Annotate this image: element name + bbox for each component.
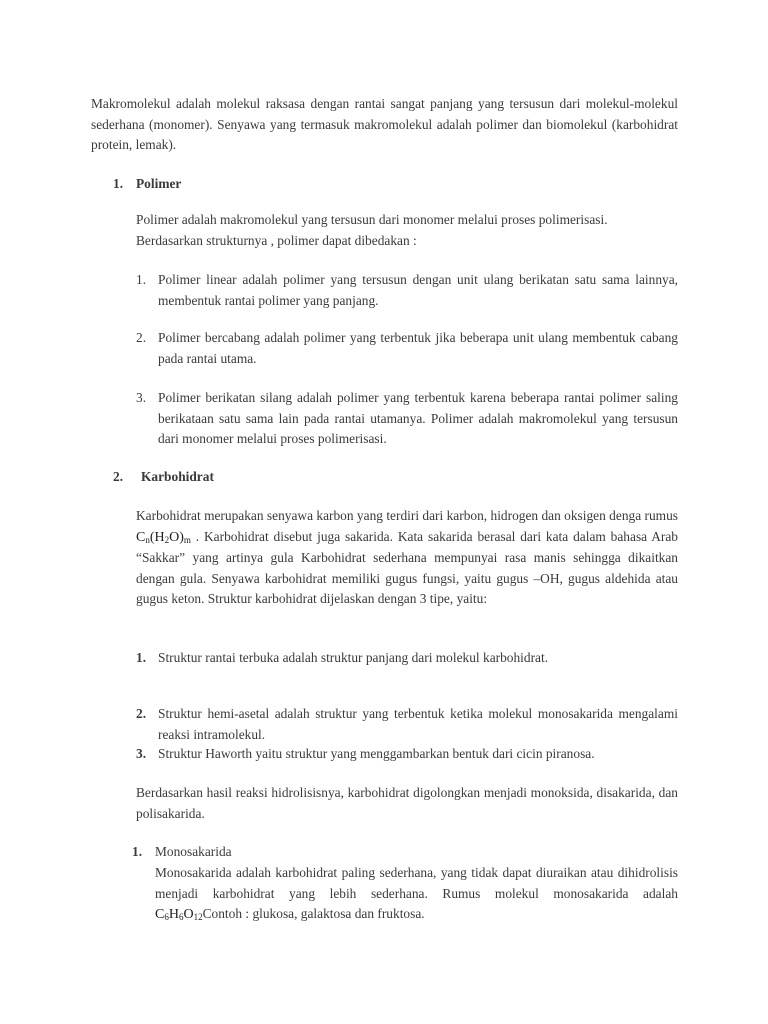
formula-subscript: 2 [164, 534, 170, 545]
section-number: 2. [113, 469, 124, 484]
list-number: 1. [136, 650, 147, 665]
list-number: 3. [136, 746, 147, 761]
formula-part: O [183, 907, 194, 922]
polimer-definition: Polimer adalah makromolekul yang tersusun dari monomer melalui proses polimerisasi. [136, 212, 608, 227]
formula-subscript: 6 [164, 912, 169, 922]
formula-part: C [155, 907, 165, 922]
list-item [136, 270, 678, 311]
list-text: Struktur Haworth yaitu struktur yang menggambarkan bentuk dari cicin piranosa. [158, 746, 595, 761]
polimer-intro [136, 210, 678, 251]
monosakarida-text-before: Monosakarida adalah karbohidrat paling sederhana, yang tidak dapat diuraikan atau dihidrolisis menjadi karbohidrat yang lebih sederhana. Rumus molekul monosakarida adalah [155, 865, 678, 901]
section-heading-polimer [113, 174, 181, 195]
section-title: Polimer [136, 176, 182, 191]
formula-subscript: 12 [193, 912, 203, 922]
karbohidrat-paragraph [136, 506, 678, 610]
karbohidrat-text-before: Karbohidrat merupakan senyawa karbon yang terdiri dari karbon, hidrogen dan oksigen denga rumus [136, 508, 678, 523]
list-text: Polimer bercabang adalah polimer yang terbentuk jika beberapa unit ulang membentuk cabang pada rantai utama. [158, 330, 678, 366]
list-number: 2. [136, 330, 147, 345]
formula-subscript: n [145, 534, 150, 545]
list-text: Polimer linear adalah polimer yang tersusun dengan unit ulang berikatan satu sama lainnya, membentuk rantai polimer yang panjang. [158, 272, 678, 308]
list-number: 3. [136, 390, 147, 405]
list-text: Struktur rantai terbuka adalah struktur panjang dari molekul karbohidrat. [158, 650, 549, 665]
carbohydrate-formula [136, 530, 191, 545]
monosakarida-paragraph [155, 863, 678, 926]
formula-part: C [136, 529, 146, 545]
subsection-heading-monosakarida [132, 842, 232, 863]
polimer-classification-intro: Berdasarkan strukturnya , polimer dapat dibedakan : [136, 232, 417, 248]
formula-part: O) [169, 529, 184, 545]
subsection-number: 1. [132, 844, 143, 859]
list-number: 2. [136, 706, 147, 721]
list-item [136, 704, 678, 745]
subsection-title: Monosakarida [155, 844, 232, 859]
list-item [136, 388, 678, 450]
section-heading-karbohidrat [113, 467, 214, 488]
list-number: 1. [136, 272, 147, 287]
list-item [136, 648, 678, 669]
section-number: 1. [113, 176, 124, 191]
monosakarida-text-after: Contoh : glukosa, galaktosa dan fruktosa. [202, 906, 425, 921]
section-title: Karbohidrat [141, 469, 214, 484]
list-text: Struktur hemi-asetal adalah struktur yang terbentuk ketika molekul monosakarida mengalami reaksi intramolekul. [158, 706, 678, 742]
intro-paragraph: Makromolekul adalah molekul raksasa dengan rantai sangat panjang yang tersusun dari molekul-molekul sederhana (monomer). Senyawa yang termasuk makromolekul adalah polimer dan biomolekul (karbohidrat protein, lemak). [91, 96, 678, 152]
list-item [136, 744, 678, 765]
formula-subscript: 6 [178, 912, 184, 922]
hydrolysis-paragraph: Berdasarkan hasil reaksi hidrolisisnya, karbohidrat digolongkan menjadi monoksida, disakarida, dan polisakarida. [136, 785, 678, 821]
list-text: Polimer berikatan silang adalah polimer yang terbentuk karena beberapa rantai polimer saling berikataan satu sama lain pada rantai utamanya. Polimer adalah makromolekul yang tersusun dari monomer melalui proses polimerisasi. [158, 390, 678, 446]
formula-part: (H [149, 529, 165, 545]
formula-part: H [168, 907, 179, 922]
list-item [136, 328, 678, 369]
formula-subscript: m [183, 534, 191, 545]
monosaccharide-formula [155, 907, 203, 922]
karbohidrat-text-after: . Karbohidrat disebut juga sakarida. Kata sakarida berasal dari kata dalam bahasa Arab “Sakkar” yang artinya gula Karbohidrat sederhana mempunyai rasa manis sehingga dikaitkan dengan gula. Senyawa karbohidrat memiliki gugus fungsi, yaitu gugus –OH, gugus aldehida atau gugus keton. Struktur karbohidrat dijelaskan dengan 3 tipe, yaitu: [136, 528, 678, 606]
